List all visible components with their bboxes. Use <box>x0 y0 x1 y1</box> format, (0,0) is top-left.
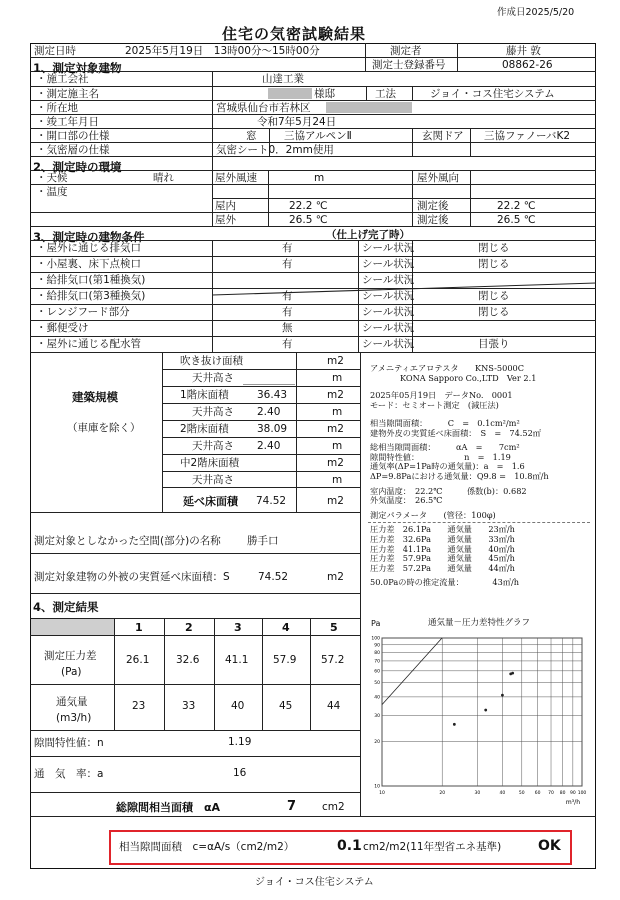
x-tick-label: 90 <box>569 791 576 796</box>
method-value: ジョイ・コス住宅システム <box>430 88 555 100</box>
scale-unit: m <box>332 406 343 418</box>
y-tick-label: 40 <box>374 695 380 701</box>
printout-line: 建物外皮の実質延べ床面積： S = 74.52㎡ <box>370 427 541 438</box>
date-value: 2025年5月19日 13時00分～15時00分 <box>125 45 320 57</box>
condition-state: 有 <box>282 258 293 270</box>
pressure-value: 57.2 <box>321 654 345 666</box>
flow-value: 44 <box>327 700 341 712</box>
condition-label: ・郵便受け <box>36 322 89 334</box>
condition-label: ・小屋裏、床下点検口 <box>36 258 141 270</box>
x-tick-label: 10 <box>379 791 385 796</box>
total-area-value: 74.52 <box>256 495 287 507</box>
measurer-label: 測定者 <box>390 45 422 57</box>
printout-line: 圧力差 26.1Pa 通気量 23㎥/h <box>370 524 515 535</box>
indoor-value: 22.2 ℃ <box>289 200 328 212</box>
gray-line <box>243 384 295 385</box>
x-tick-label: 20 <box>439 791 446 796</box>
printout-line: 圧力差 57.9Pa 通気量 45㎥/h <box>370 553 515 564</box>
result-label: 相当隙間面積 c=αA/s（cm2/m2） <box>119 841 295 853</box>
completion-label: ・竣工年月日 <box>36 116 99 128</box>
x-tick-label: 50 <box>518 791 525 796</box>
pressure-value: 32.6 <box>176 654 200 666</box>
window-label: 窓 <box>246 130 257 142</box>
seal-label: シール状況 <box>362 322 415 334</box>
x-tick-label: 70 <box>548 791 554 796</box>
pressure-unit: (Pa) <box>61 666 82 678</box>
pressure-value: 26.1 <box>126 654 150 666</box>
door-label: 玄関ドア <box>422 130 464 142</box>
printout-maker: KONA Sapporo Co.,LTD Ver 2.1 <box>400 373 537 383</box>
y-tick-label: 60 <box>374 669 380 675</box>
x-tick-label: 80 <box>559 791 566 796</box>
excluded-value: 勝手口 <box>247 535 279 547</box>
builder-label: ・施工会社 <box>36 73 89 85</box>
section3-heading: 3、測定時の建物条件 <box>33 230 145 244</box>
seal-value: 閉じる <box>478 290 510 302</box>
seal-label: シール状況 <box>362 274 415 286</box>
condition-label: ・給排気口(第1種換気) <box>36 274 146 286</box>
printout-line: 測定パラメータ (管径：100φ) <box>370 509 496 520</box>
address-label: ・所在地 <box>36 102 78 114</box>
wind-speed-label: 屋外風速 <box>215 172 257 184</box>
excluded-label: 測定対象としなかった空間(部分)の名称 <box>34 535 221 547</box>
seal-label: シール状況 <box>362 242 415 254</box>
scale-label: 2階床面積 <box>180 423 229 435</box>
row-divider <box>162 369 360 370</box>
section2-heading: 2、測定時の環境 <box>33 160 122 174</box>
row-divider <box>162 386 360 387</box>
real-area-value: 74.52 <box>258 571 289 583</box>
scale-label: 天井高さ <box>192 406 234 418</box>
flow-unit: (m3/h) <box>56 712 92 724</box>
column-header: 1 <box>135 621 143 634</box>
scale-label: 天井高さ <box>192 474 234 486</box>
total-gap-label: 総隙間相当面積 αA <box>116 801 221 814</box>
reg-label: 測定士登録番号 <box>372 59 446 71</box>
created-date: 作成日2025/5/20 <box>497 7 575 18</box>
airtight-value: 気密シート0．2mm使用 <box>216 144 334 156</box>
seal-value: 閉じる <box>478 306 510 318</box>
finish-note: （仕上げ完了時） <box>326 229 410 241</box>
row-divider <box>30 272 596 273</box>
fit-line <box>382 638 442 705</box>
address-redaction <box>326 102 412 113</box>
y-tick-label: 80 <box>374 650 380 656</box>
row-divider <box>162 471 360 472</box>
seal-value: 目張り <box>478 338 510 350</box>
row-divider <box>30 352 596 353</box>
y-tick-label: 50 <box>374 681 380 687</box>
data-point <box>509 673 512 676</box>
section1-heading: 1、測定対象建物 <box>33 61 122 75</box>
row-divider <box>162 437 360 438</box>
printout-line: 圧力差 41.1Pa 通気量 40㎥/h <box>370 543 515 554</box>
seal-value: 閉じる <box>478 242 510 254</box>
printout-line: 隙間特性値： n = 1.19 <box>370 451 511 462</box>
scale-unit: m2 <box>327 457 344 469</box>
condition-state: 有 <box>282 290 293 302</box>
printout-mode: モード：セミオート測定 (減圧法) <box>370 400 499 410</box>
total-gap-value: 7 <box>287 799 297 814</box>
printout-line: 圧力差 57.2Pa 通気量 44㎥/h <box>370 562 515 573</box>
condition-state: 有 <box>282 338 293 350</box>
x-tick-label: 100 <box>577 791 587 796</box>
total-area-unit: m2 <box>327 495 344 507</box>
result-unit: cm2/m2(11年型省エネ基準) <box>363 841 502 853</box>
y-tick-label: 90 <box>374 643 380 649</box>
row-divider <box>30 320 596 321</box>
column-header: 2 <box>185 621 193 634</box>
n-value: 1.19 <box>228 736 252 748</box>
total-gap-unit: cm2 <box>322 801 345 813</box>
seal-label: シール状況 <box>362 290 415 302</box>
printout-line: 総相当隙間面積： αA = 7cm² <box>370 442 520 453</box>
weather-label: ・天候 <box>36 172 68 184</box>
n-label: 隙間特性値：n <box>34 737 104 749</box>
row-divider <box>162 403 360 404</box>
scale-value: 36.43 <box>257 389 288 401</box>
printout-line: 外気温度： 26.5℃ <box>370 495 443 506</box>
window-value: 三協アルペンⅡ <box>284 130 352 142</box>
data-point <box>453 723 456 726</box>
column-header: 3 <box>234 621 242 634</box>
footer-company: ジョイ・コス住宅システム <box>255 877 374 888</box>
printout-line: 相当隙間面積： C = 0.1cm²/m² <box>370 418 520 428</box>
condition-state: 無 <box>282 322 293 334</box>
door-value: 三協ファノーバK2 <box>484 130 571 142</box>
scale-value: 2.40 <box>257 406 281 418</box>
client-label: ・測定施主名 <box>36 88 99 100</box>
method-label: 工法 <box>375 88 396 100</box>
scale-heading: 建築規模 <box>72 390 118 404</box>
row-divider <box>162 420 360 421</box>
graph-title: 通気量－圧力差特性グラフ <box>428 618 531 628</box>
completion-value: 令和7年5月24日 <box>257 116 337 128</box>
indoor-label: 屋内 <box>215 200 236 212</box>
after-value-1: 22.2 ℃ <box>497 200 536 212</box>
outdoor-label: 屋外 <box>215 214 236 226</box>
address-value: 宮城県仙台市若林区 <box>216 102 311 114</box>
y-tick-label: 100 <box>371 636 380 642</box>
printout-line: 50.0Paの時の推定流量： 43㎥/h <box>370 577 520 588</box>
seal-label: シール状況 <box>362 338 415 350</box>
printout-line: 圧力差 32.6Pa 通気量 33㎥/h <box>370 534 515 544</box>
after-label-2: 測定後 <box>417 214 449 226</box>
real-area-label: 測定対象建物の外被の実質延べ床面積：S <box>34 571 230 583</box>
flow-value: 23 <box>132 700 146 712</box>
row-divider <box>30 288 596 289</box>
condition-label: ・給排気口(第3種換気) <box>36 290 146 302</box>
scale-label: 1階床面積 <box>180 389 229 401</box>
seal-label: シール状況 <box>362 258 415 270</box>
column-header: 4 <box>282 621 290 634</box>
condition-label: ・レンジフード部分 <box>36 306 130 318</box>
outdoor-value: 26.5 ℃ <box>289 214 328 226</box>
printout-line: ΔP=9.8Paにおける通気量：Q9.8 = 10.8㎥/h <box>370 471 549 481</box>
builder-value: 山達工業 <box>262 73 304 85</box>
scale-label: 吹き抜け面積 <box>180 355 243 367</box>
seal-label: シール状況 <box>362 306 415 318</box>
flow-value: 33 <box>182 700 196 712</box>
row-divider <box>162 454 360 455</box>
printout-line: 通気率(ΔP=1Pa時の通気量)：a = 1.6 <box>370 461 525 472</box>
a-value: 16 <box>233 767 247 779</box>
opening-label: ・開口部の仕様 <box>36 130 110 142</box>
seal-value: 閉じる <box>478 258 510 270</box>
condition-label: ・屋外に通じる配水管 <box>36 338 141 350</box>
section4-heading: 4、測定結果 <box>33 600 99 614</box>
graph-y-label: Pa <box>371 619 381 628</box>
client-name-redaction <box>268 88 312 99</box>
scale-note: （車庫を除く） <box>67 422 141 434</box>
condition-state: 有 <box>282 242 293 254</box>
scale-unit: m <box>332 440 343 452</box>
airtight-label: ・気密層の仕様 <box>36 144 110 156</box>
client-suffix: 様邸 <box>314 88 335 100</box>
scale-unit: m2 <box>327 423 344 435</box>
total-area-label: 延べ床面積 <box>183 495 238 508</box>
y-tick-label: 30 <box>374 713 380 719</box>
y-tick-label: 10 <box>374 784 380 790</box>
printout-device: アメニティエアロテスタ KNS-5000C <box>370 363 525 373</box>
flow-label: 通気量 <box>56 696 88 708</box>
reg-value: 08862-26 <box>502 59 553 71</box>
plot-area <box>382 638 582 786</box>
x-axis-unit: m³/h <box>565 799 580 806</box>
y-tick-label: 70 <box>374 659 380 665</box>
y-tick-label: 20 <box>374 739 380 745</box>
temp-label: ・温度 <box>36 186 68 198</box>
condition-state: 有 <box>282 306 293 318</box>
a-label: 通 気 率：a <box>34 768 104 780</box>
row-divider <box>30 304 596 305</box>
data-point <box>501 694 504 697</box>
scale-label: 天井高さ <box>192 372 234 384</box>
row-divider <box>30 336 596 337</box>
x-tick-label: 30 <box>474 791 481 796</box>
printout-line: 室内温度： 22.2℃ 係数(b)：0.682 <box>370 485 527 496</box>
flow-value: 45 <box>279 700 293 712</box>
printout-date: 2025年05月19日 データNo. 0001 <box>370 390 513 400</box>
wind-dir-label: 屋外風向 <box>417 172 459 184</box>
page-title: 住宅の気密試験結果 <box>222 25 367 43</box>
scale-unit: m2 <box>327 389 344 401</box>
scale-unit: m2 <box>327 355 344 367</box>
result-value: 0.1 <box>337 838 362 854</box>
x-tick-label: 60 <box>534 791 541 796</box>
after-value-2: 26.5 ℃ <box>497 214 536 226</box>
scale-value: 38.09 <box>257 423 288 435</box>
data-point <box>484 709 487 712</box>
scale-unit: m <box>332 372 343 384</box>
row-divider <box>30 256 596 257</box>
scale-unit: m <box>332 474 343 486</box>
pressure-label: 測定圧力差 <box>44 650 97 662</box>
pressure-value: 57.9 <box>273 654 297 666</box>
condition-label: ・屋外に通じる排気口 <box>36 242 141 254</box>
scale-value: 2.40 <box>257 440 281 452</box>
after-label-1: 測定後 <box>417 200 449 212</box>
x-tick-label: 40 <box>499 791 506 796</box>
pressure-flow-chart <box>362 630 590 810</box>
real-area-unit: m2 <box>327 571 344 583</box>
measurer-value: 藤井 敦 <box>506 45 541 57</box>
wind-speed-unit: m <box>314 172 325 184</box>
date-label: 測定日時 <box>34 45 76 57</box>
weather-value: 晴れ <box>153 172 174 184</box>
pressure-value: 41.1 <box>225 654 249 666</box>
scale-label: 天井高さ <box>192 440 234 452</box>
scale-label: 中2階床面積 <box>180 457 240 469</box>
result-verdict: OK <box>538 838 561 854</box>
flow-value: 40 <box>231 700 245 712</box>
column-header: 5 <box>330 621 338 634</box>
